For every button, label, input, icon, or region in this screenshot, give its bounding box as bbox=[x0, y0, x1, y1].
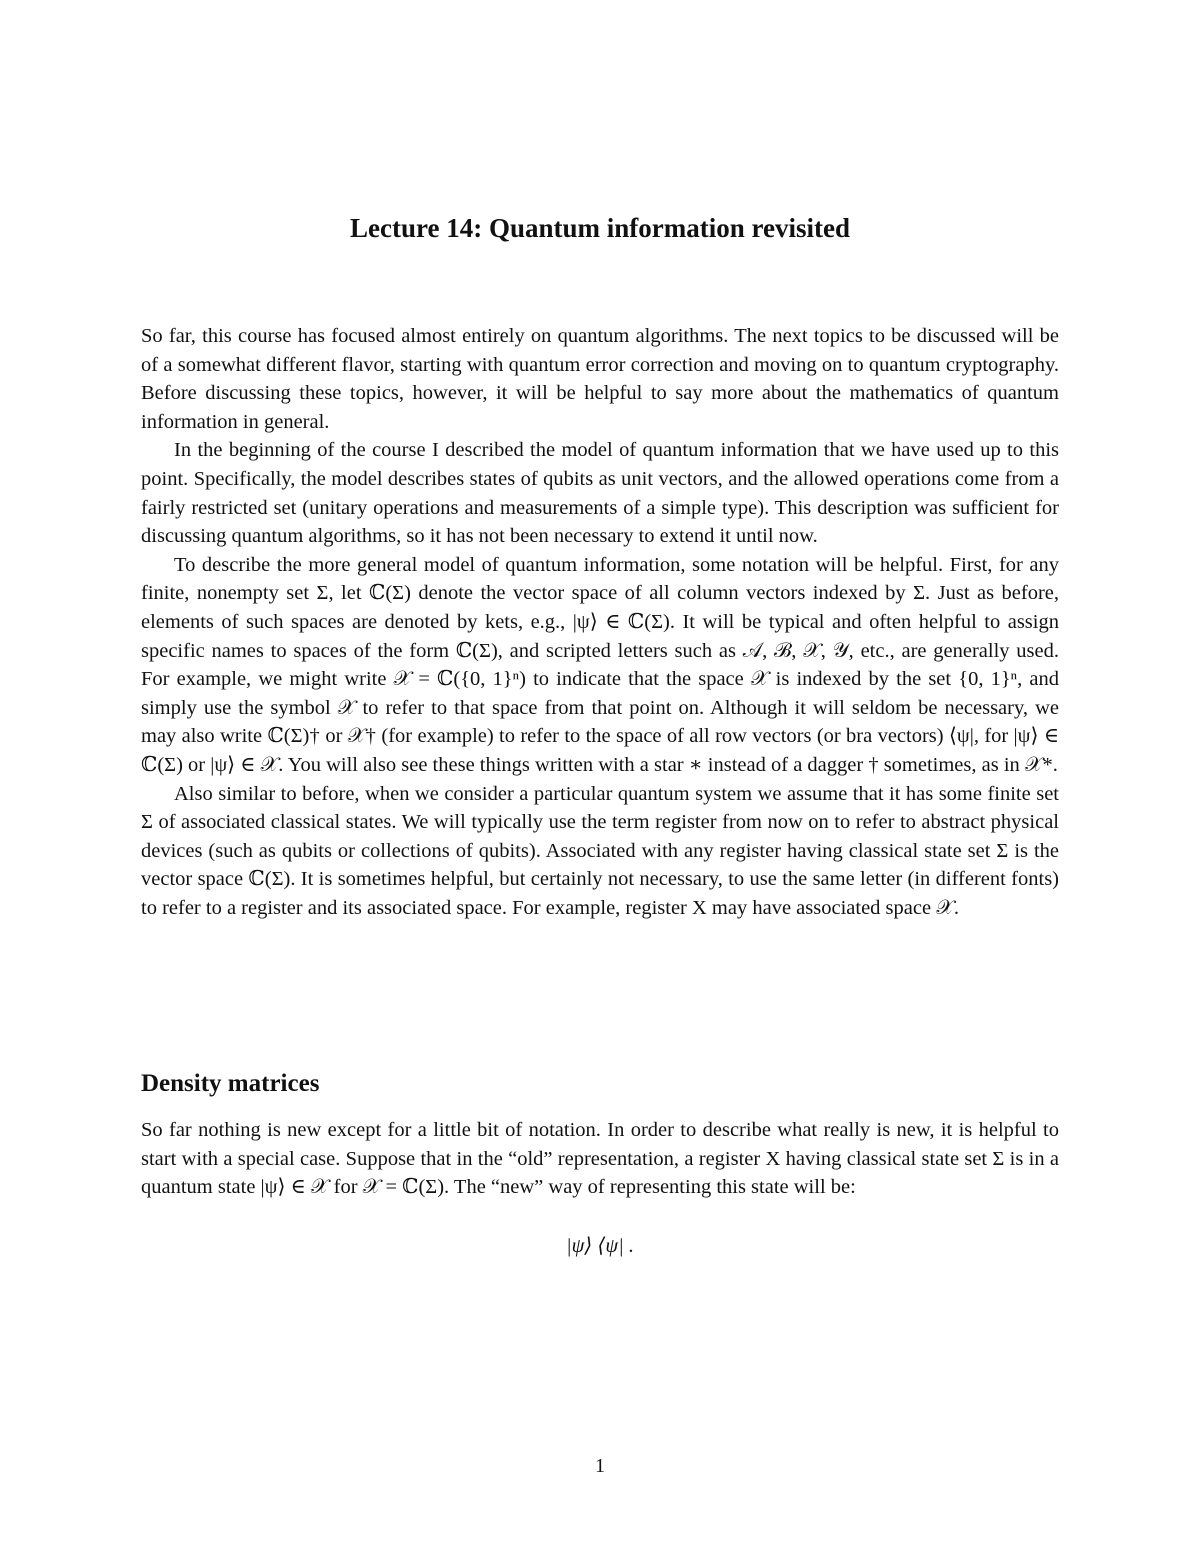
display-equation: |ψ⟩ ⟨ψ| . bbox=[565, 1235, 635, 1257]
section-heading-density-matrices: Density matrices bbox=[141, 1070, 320, 1097]
intro-text bbox=[141, 322, 1059, 922]
paragraph-model-description: In the beginning of the course I described the model of quantum information that we have used up to this point. Specifically, the model describes states of qubits as unit vectors, and the allowed operations come from a fairly restricted set (unitary operations and measurements of a simple type). This description was sufficient for discussing quantum algorithms, so it has not been necessary to extend it until now. bbox=[141, 439, 1059, 548]
paragraph-notation: To describe the more general model of quantum information, some notation will be helpful. First, for any finite, nonempty set Σ, let ℂ(Σ) denote the vector space of all column vectors indexed by Σ. Just as before, elements of such spaces are denoted by kets, e.g., |ψ⟩ ∈ ℂ(Σ). It will be typical and often helpful to assign specific names to spaces of the form ℂ(Σ), and scripted letters such as 𝒜, ℬ, 𝒳, 𝒴, etc., are generally used. For example, we might write 𝒳 = ℂ({0, 1}ⁿ) to indicate that the space 𝒳 is indexed by the set {0, 1}ⁿ, and simply use the symbol 𝒳 to refer to that space from that point on. Although it will seldom be necessary, we may also write ℂ(Σ)† or 𝒳† (for example) to refer to the space of all row vectors (or bra vectors) ⟨ψ|, for |ψ⟩ ∈ ℂ(Σ) or |ψ⟩ ∈ 𝒳. You will also see these things written with a star ∗ instead of a dagger † sometimes, as in 𝒳*. bbox=[141, 553, 1059, 776]
section-body bbox=[141, 1116, 1059, 1202]
lecture-title: Lecture 14: Quantum information revisited bbox=[350, 213, 850, 243]
paragraph-intro: So far, this course has focused almost entirely on quantum algorithms. The next topics to be discussed will be of a somewhat different flavor, starting with quantum error correction and moving on to quantum cryptography. Before discussing these topics, however, it will be helpful to say more about the mathematics of quantum information in general. bbox=[141, 325, 1059, 433]
paragraph-registers: Also similar to before, when we consider a particular quantum system we assume that it has some finite set Σ of associated classical states. We will typically use the term register from now on to refer to abstract physical devices (such as qubits or collections of qubits). Associated with any register having classical state set Σ is the vector space ℂ(Σ). It is sometimes helpful, but certainly not necessary, to use the same letter (in different fonts) to refer to a register and its associated space. For example, register X may have associated space 𝒳. bbox=[141, 782, 1059, 919]
page-number: 1 bbox=[595, 1455, 605, 1477]
paragraph-density-intro: So far nothing is new except for a little bit of notation. In order to describe what really is new, it is helpful to start with a special case. Suppose that in the “old” representation, a register X having classical state set Σ is in a quantum state |ψ⟩ ∈ 𝒳 for 𝒳 = ℂ(Σ). The “new” way of representing this state will be: bbox=[141, 1119, 1059, 1199]
